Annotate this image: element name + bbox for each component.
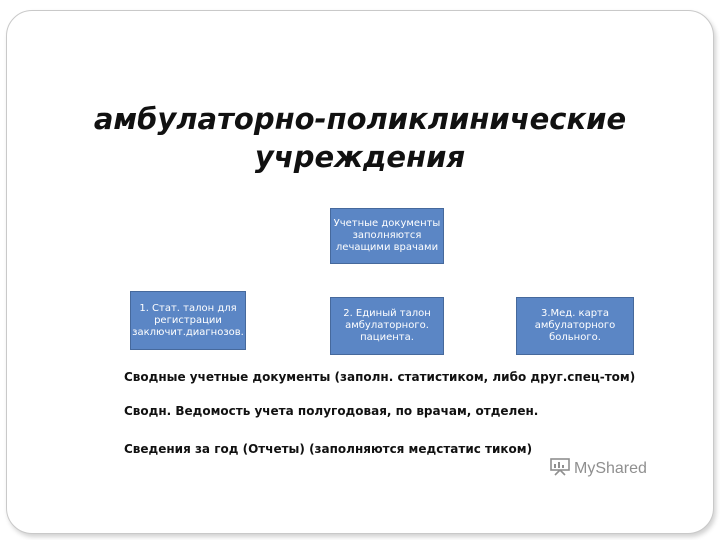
box-3-line-1: 3.Мед. карта [540,308,610,319]
box-2-line-1: 2. Единый талон [343,308,431,319]
slide-title [60,100,660,176]
title-line-2: учреждения [254,140,466,174]
box-2-line-3: пациента. [360,332,414,343]
box-1-line-3: заключит.диагнозов. [132,326,244,338]
top-box [330,208,444,264]
top-box-line-3: лечащими врачами [335,242,439,253]
box-1-line-1: 1. Стат. талон для [139,302,237,314]
watermark [550,458,647,480]
box-single-talon [330,297,444,355]
text-line-half-year-statement: Сводн. Ведомость учета полугодовая, по врачам, отделен. [124,404,539,418]
box-3-line-3: больного. [549,332,601,343]
text-line-annual-reports: Сведения за год (Отчеты) (заполняются медстатис тиком) [124,442,533,456]
top-box-line-1: Учетные документы [333,218,441,229]
box-3-line-2: амбулаторного [534,320,616,331]
watermark-text: MyShared [574,460,647,477]
text-line-summary-docs: Сводные учетные документы (заполн. статистиком, либо друг.спец-том) [124,370,636,384]
top-box-line-2: заполняются [352,230,422,241]
box-2-line-2: амбулаторного. [345,320,429,331]
presentation-board-icon [550,458,570,480]
box-1-line-2: регистрации [154,314,222,326]
title-line-1: амбулаторно-поликлинические [93,102,627,136]
box-med-card [516,297,634,355]
box-stat-talon [130,291,246,350]
